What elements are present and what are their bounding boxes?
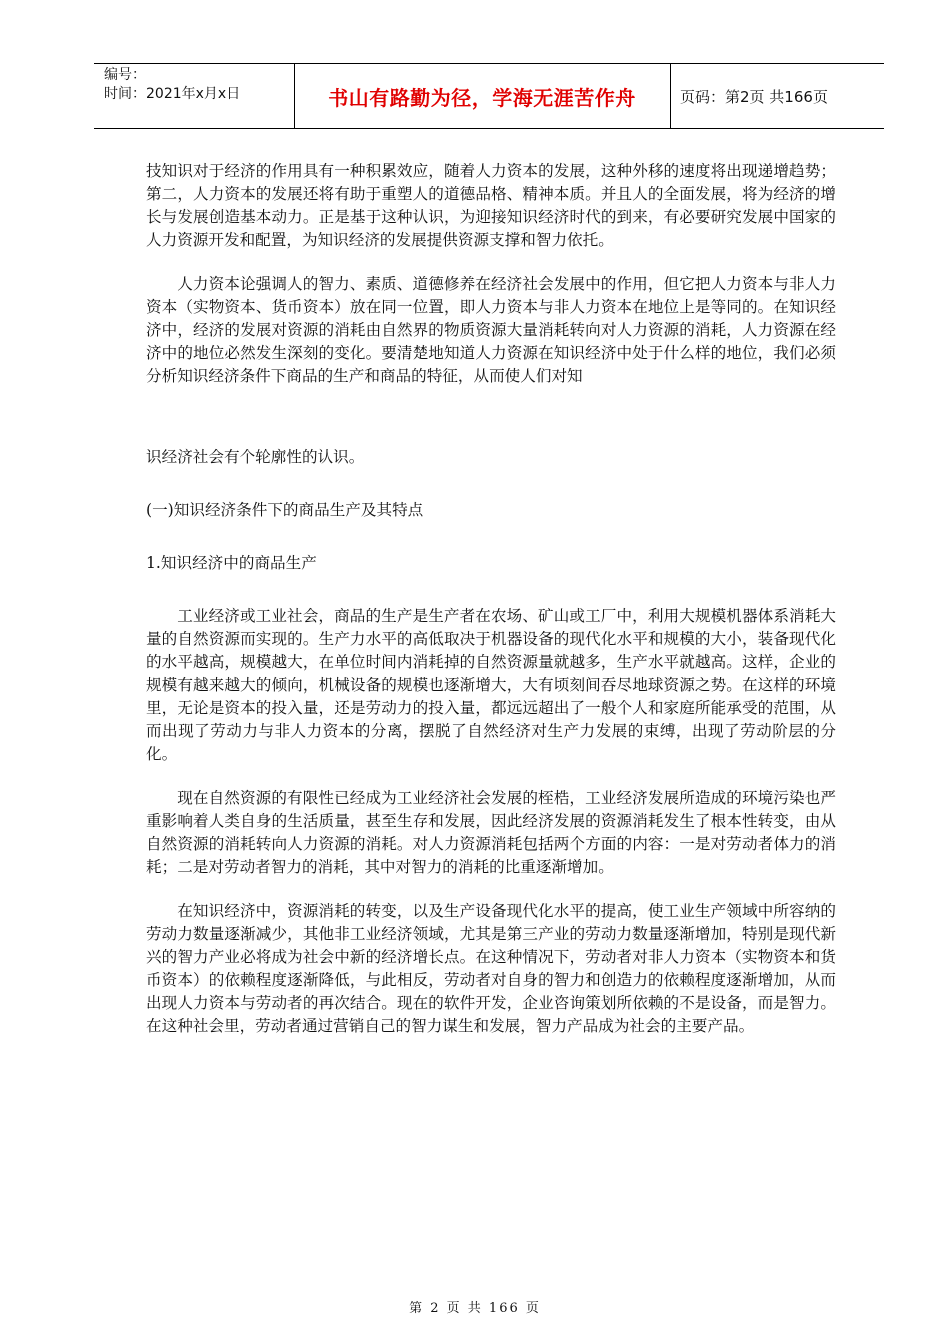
header-divider-right [670,64,671,128]
header-divider-left [294,64,295,128]
paragraph: 识经济社会有个轮廓性的认识。 [146,448,365,466]
paragraph: 人力资本论强调人的智力、素质、道德修养在经济社会发展中的作用，但它把人力资本与非人力资本（实物资本、货币资本）放在同一位置，即人力资本与非人力资本在地位上是等同的。在知识经济中，经济的发展对资源的消耗由自然界的物质资源大量消耗转向对人力资源的消耗，人力资源在经济中的地位必然发生深刻的变化。要清楚地知道人力资源在知识经济中处于什么样的地位，我们必须分析知识经济条件下商品的生产和商品的特征，从而使人们对知 [146,275,836,385]
header-motto: 书山有路勤为径，学海无涯苦作舟 [328,85,636,110]
time-label: 时间：2021年x月x日 [104,86,241,102]
section-heading: (一)知识经济条件下的商品生产及其特点 [146,501,424,519]
header-page-info: 页码：第2页 共166页 [680,87,828,106]
paragraph: 工业经济或工业社会，商品的生产是生产者在农场、矿山或工厂中，利用大规模机器体系消耗大量的自然资源而实现的。生产力水平的高低取决于机器设备的现代化水平和规模的大小，装备现代化的水平越高，规模越大，在单位时间内消耗掉的自然资源量就越多，生产水平就越高。这样，企业的规模有越来越大的倾向，机械设备的规模也逐渐增大，大有顷刻间吞尽地球资源之势。在这样的环境里，无论是资本的投入量，还是劳动力的投入量，都远远超出了一般个人和家庭所能承受的范围，从而出现了劳动力与非人力资本的分离，摆脱了自然经济对生产力发展的束缚，出现了劳动阶层的分化。 [146,607,836,763]
page-footer: 第 2 页 共 166 页 [409,1301,541,1316]
header-meta [104,66,294,104]
serial-number-label: 编号： [104,67,146,83]
subsection-heading: 1.知识经济中的商品生产 [146,554,317,572]
page-header [94,63,884,129]
paragraph: 在知识经济中，资源消耗的转变，以及生产设备现代化水平的提高，使工业生产领域中所容纳的劳动力数量逐渐减少，其他非工业经济领域，尤其是第三产业的劳动力数量逐渐增加，特别是现代新兴的智力产业必将成为社会中新的经济增长点。在这种情况下，劳动者对非人力资本（实物资本和货币资本）的依赖程度逐渐降低，与此相反，劳动者对自身的智力和创造力的依赖程度逐渐增加，从而出现人力资本与劳动者的再次结合。现在的软件开发，企业咨询策划所依赖的不是设备，而是智力。在这种社会里，劳动者通过营销自己的智力谋生和发展，智力产品成为社会的主要产品。 [146,902,836,1035]
paragraph: 技知识对于经济的作用具有一种积累效应，随着人力资本的发展，这种外移的速度将出现递增趋势；第二，人力资本的发展还将有助于重塑人的道德品格、精神本质。并且人的全面发展，将为经济的增长与发展创造基本动力。正是基于这种认识，为迎接知识经济时代的到来，有必要研究发展中国家的人力资源开发和配置，为知识经济的发展提供资源支撑和智力依托。 [146,162,836,249]
document-body [146,160,836,1038]
paragraph: 现在自然资源的有限性已经成为工业经济社会发展的桎梏，工业经济发展所造成的环境污染也严重影响着人类自身的生活质量，甚至生存和发展，因此经济发展的资源消耗发生了根本性转变，由从自然资源的消耗转向人力资源的消耗。对人力资源消耗包括两个方面的内容：一是对劳动者体力的消耗；二是对劳动者智力的消耗，其中对智力的消耗的比重逐渐增加。 [146,789,836,876]
